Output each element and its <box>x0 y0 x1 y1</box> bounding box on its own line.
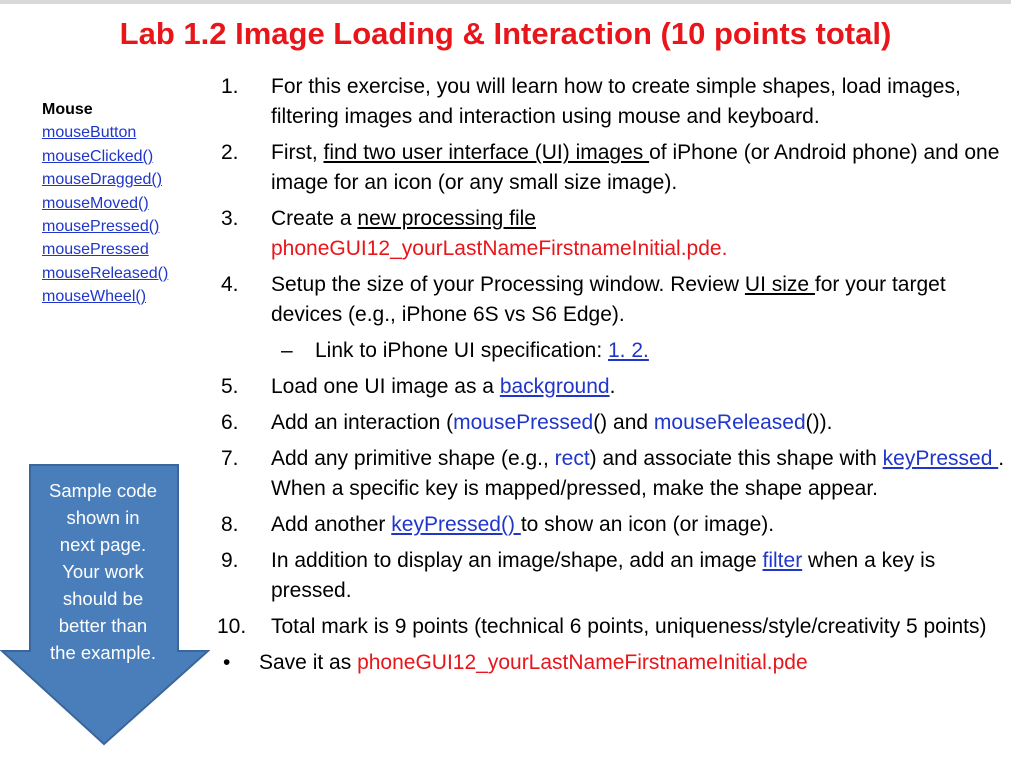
item-text: Create a <box>271 207 358 230</box>
filename-red: phoneGUI12_yourLastNameFirstnameInitial.pde <box>357 651 808 674</box>
item-text: . When a specific key is mapped/pressed, make the shape appear. <box>271 447 1005 500</box>
item-number: 5. <box>221 375 239 398</box>
keyword-mousereleased: mouseReleased <box>653 411 806 434</box>
item-text: Link to iPhone UI specification: <box>315 339 608 362</box>
item-text: () and <box>593 411 654 434</box>
item-number: 1. <box>221 75 239 98</box>
item-text: ()). <box>805 411 833 434</box>
bullet-marker: • <box>223 651 231 674</box>
arrow-line: better than <box>58 615 148 636</box>
background-link[interactable]: background <box>499 375 610 398</box>
down-arrow-callout <box>0 463 210 746</box>
dash-marker: – <box>281 339 293 362</box>
list-item <box>215 72 1005 132</box>
instructions-list <box>215 72 1005 678</box>
item-text: Load one UI image as a <box>271 375 500 398</box>
arrow-line: shown in <box>66 507 140 528</box>
list-item <box>215 372 1005 402</box>
item-text: In addition to display an image/shape, add an image <box>271 549 763 572</box>
top-border <box>0 0 1011 4</box>
list-item <box>215 270 1005 330</box>
item-text: to show an icon (or image). <box>520 513 775 536</box>
arrow-line: Your work <box>62 561 144 582</box>
item-number: 10. <box>217 615 247 638</box>
item-text-underlined: find two user interface (UI) images <box>323 141 650 164</box>
filename-red: phoneGUI12_yourLastNameFirstnameInitial.pde. <box>271 237 728 260</box>
item-text-underlined: new processing file <box>357 207 536 230</box>
page-title: Lab 1.2 Image Loading & Interaction (10 points total) <box>119 16 892 51</box>
item-text: . <box>609 375 616 398</box>
item-text: Add another <box>271 513 392 536</box>
item-number: 2. <box>221 141 239 164</box>
list-item <box>215 612 1005 642</box>
keyword-rect: rect <box>554 447 590 470</box>
mouse-reference-sidebar <box>42 98 212 309</box>
ui-size-link[interactable]: UI size <box>744 273 815 296</box>
list-item <box>215 204 1005 264</box>
link-mousepressed-fn[interactable]: mousePressed() <box>42 218 160 236</box>
arrow-line: the example. <box>50 642 156 663</box>
link-mouseclicked[interactable]: mouseClicked() <box>42 147 154 165</box>
sub-item <box>215 336 1005 366</box>
item-text: Add any primitive shape (e.g., <box>271 447 555 470</box>
keyword-mousepressed: mousePressed <box>453 411 594 434</box>
keypressed-link[interactable]: keyPressed <box>882 447 999 470</box>
item-text: when a key is pressed. <box>271 549 936 602</box>
item-number: 4. <box>221 273 239 296</box>
item-text: of iPhone (or Android phone) and one image for an icon (or any small size image). <box>271 141 1000 194</box>
item-text: Total mark is 9 points (technical 6 points, uniqueness/style/creativity 5 points) <box>271 615 987 638</box>
link-mousewheel[interactable]: mouseWheel() <box>42 288 147 306</box>
list-item <box>215 546 1005 606</box>
list-item <box>215 138 1005 198</box>
item-number: 9. <box>221 549 239 572</box>
item-text: Setup the size of your Processing window. Review <box>271 273 745 296</box>
item-number: 3. <box>221 207 239 230</box>
arrow-callout-text <box>38 477 168 666</box>
keypressed-fn-link[interactable]: keyPressed() <box>391 513 521 536</box>
item-number: 6. <box>221 411 239 434</box>
arrow-line: next page. <box>59 534 147 555</box>
item-number: 8. <box>221 513 239 536</box>
filter-link[interactable]: filter <box>762 549 803 572</box>
link-mousemoved[interactable]: mouseMoved() <box>42 194 149 212</box>
item-number: 7. <box>221 447 239 470</box>
list-item <box>215 408 1005 438</box>
link-mousebutton[interactable]: mouseButton <box>42 124 137 142</box>
link-mousepressed-var[interactable]: mousePressed <box>42 241 149 259</box>
item-text: for your target devices (e.g., iPhone 6S vs S6 Edge). <box>271 273 946 326</box>
item-text: Add an interaction ( <box>271 411 454 434</box>
list-item <box>215 444 1005 504</box>
item-text: ) and associate this shape with <box>589 447 883 470</box>
bullet-item <box>215 648 1005 678</box>
sidebar-heading: Mouse <box>42 101 93 118</box>
arrow-line: Sample code <box>49 480 157 501</box>
arrow-line: should be <box>62 588 144 609</box>
list-item <box>215 510 1005 540</box>
item-text: First, <box>271 141 324 164</box>
link-mousedragged[interactable]: mouseDragged() <box>42 171 163 189</box>
iphone-spec-links[interactable]: 1. 2. <box>608 339 649 362</box>
link-mousereleased[interactable]: mouseReleased() <box>42 264 169 282</box>
item-text: Save it as <box>259 651 358 674</box>
item-text: For this exercise, you will learn how to create simple shapes, load images, filtering images and interaction using mouse and keyboard. <box>271 75 961 128</box>
